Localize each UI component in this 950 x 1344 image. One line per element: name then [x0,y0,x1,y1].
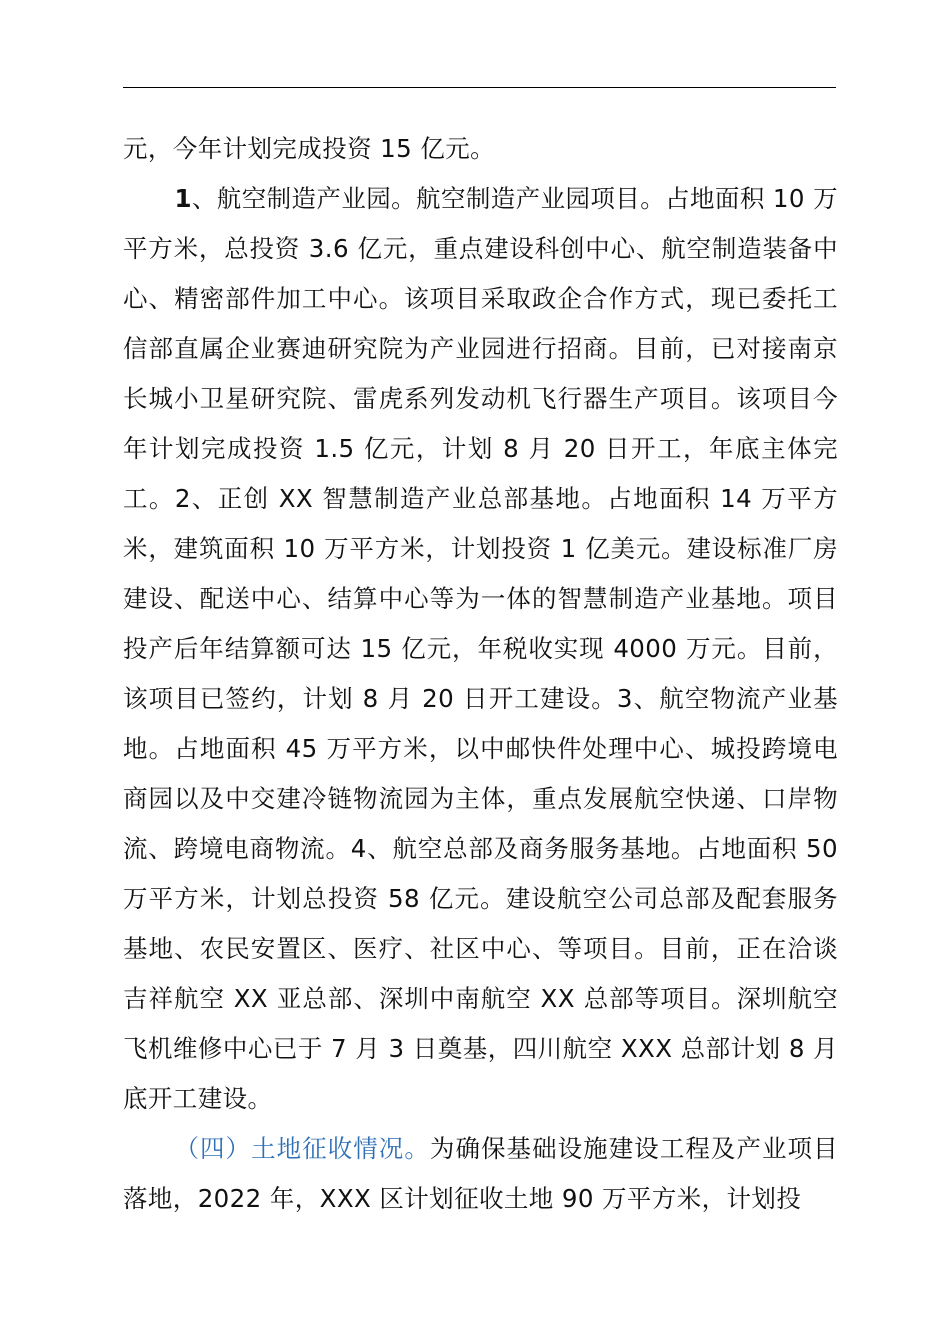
paragraph-land-acquisition [123,1124,838,1224]
paragraph-text: 为确保基础设施建设工程及产业项目落地，2022 年，XXX 区计划征收土地 90 万平方米，计划投 [123,1134,838,1213]
paragraph-text: 元，今年计划完成投资 15 亿元。 [123,134,496,163]
section-heading: （四）土地征收情况。 [174,1134,430,1163]
paragraph-text: 、航空制造产业园。航空制造产业园项目。占地面积 10 万平方米，总投资 3.6 亿元，重点建设科创中心、航空制造装备中心、精密部件加工中心。该项目采取政企合作方式，现已委托工信部直属企业赛迪研究院为产业园进行招商。目前，已对接南京长城小卫星研究院、雷虎系列发动机飞行器生产项目。该项目今年计划完成投资 1.5 亿元，计划 8 月 20 日开工，年底主体完工。2、正创 XX 智慧制造产业总部基地。占地面积 14 万平方米，建筑面积 10 万平方米，计划投资 1 亿美元。建设标准厂房建设、配送中心、结算中心等为一体的智慧制造产业基地。项目投产后年结算额可达 15 亿元，年税收实现 4000 万元。目前，该项目已签约，计划 8 月 20 日开工建设。3、航空物流产业基地。占地面积 45 万平方米，以中邮快件处理中心、城投跨境电商园以及中交建冷链物流园为主体，重点发展航空快递、口岸物流、跨境电商物流。4、航空总部及商务服务基地。占地面积 50 万平方米，计划总投资 58 亿元。建设航空公司总部及配套服务基地、农民安置区、医疗、社区中心、等项目。目前，正在洽谈吉祥航空 XX 亚总部、深圳中南航空 XX 总部等项目。深圳航空飞机维修中心已于 7 月 3 日奠基，四川航空 XXX 总部计划 8 月底开工建设。 [123,184,838,1113]
body-text [123,124,838,1224]
paragraph-continuation [123,124,838,174]
paragraph-projects [123,174,838,1124]
header-rule [123,87,836,88]
item-number: 1 [174,184,192,213]
